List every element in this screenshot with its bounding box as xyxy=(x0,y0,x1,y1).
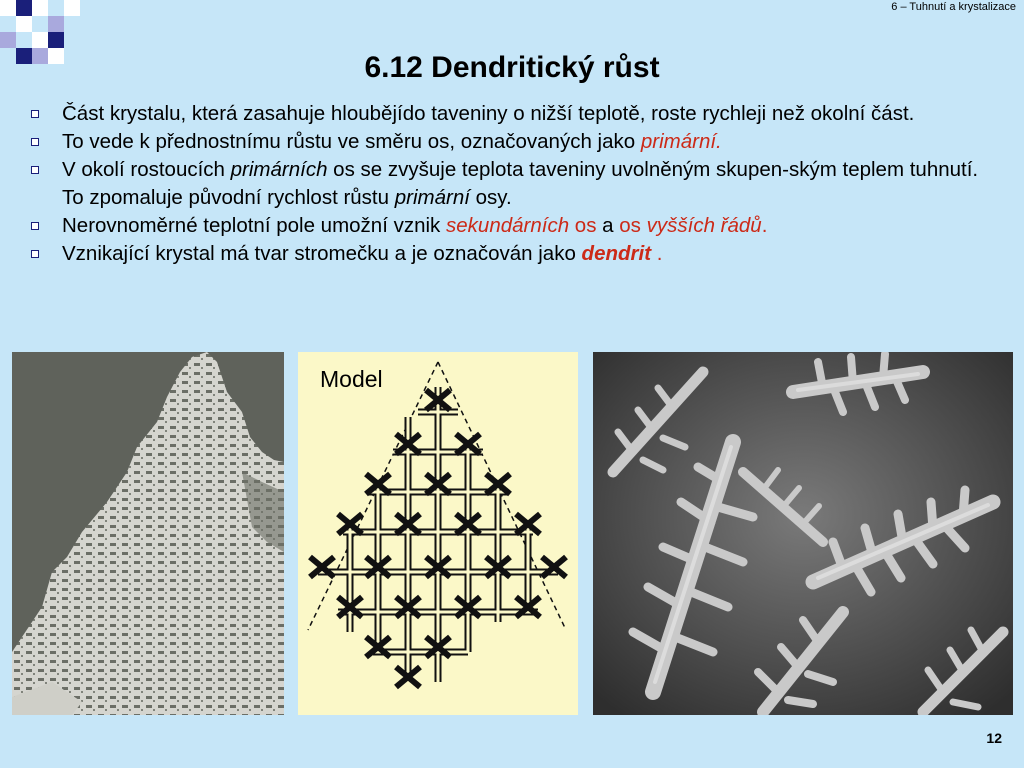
bullet-icon xyxy=(31,138,39,146)
deco-square xyxy=(64,0,80,16)
term-primary: primární xyxy=(394,186,470,209)
slide-title: 6.12 Dendritický růst xyxy=(364,51,660,84)
dendrite-photo-left xyxy=(12,352,284,715)
bullet-icon xyxy=(31,166,39,174)
bullet-text: os se zvyšuje teplota taveniny uvolněným skupen-ským teplem tuhnutí. To zpomaluje původní rychlost růstu xyxy=(62,158,979,209)
dendrite-photo-left-image xyxy=(12,352,284,715)
deco-square xyxy=(48,16,64,32)
term-primary: primární. xyxy=(640,130,722,153)
bullet-icon xyxy=(31,110,39,118)
bullet-text: Nerovnoměrné teplotní pole umožní vznik xyxy=(62,214,447,237)
bullet-text: V okolí rostoucích xyxy=(62,158,231,181)
bullet-list xyxy=(28,100,1003,268)
model-label: Model xyxy=(320,366,383,392)
bullet-text: . xyxy=(761,214,768,237)
dendrite-model xyxy=(298,352,578,715)
term-axes: os xyxy=(619,214,647,237)
bullet-item xyxy=(28,156,1003,212)
page-number: 12 xyxy=(986,730,1002,746)
deco-square xyxy=(48,32,64,48)
bullet-text: To vede k přednostnímu růstu ve směru os, označovaných jako xyxy=(62,130,641,153)
bullet-item xyxy=(28,100,1003,128)
bullet-text: osy. xyxy=(469,186,512,209)
bullet-icon xyxy=(31,222,39,230)
deco-square xyxy=(16,16,32,32)
dendrite-photo-right xyxy=(593,352,1013,715)
term-primary-plural: primárních xyxy=(230,158,328,181)
dendrite-model-diagram xyxy=(298,352,578,715)
bullet-item xyxy=(28,212,1003,240)
deco-square xyxy=(32,0,48,16)
term-axes: os xyxy=(569,214,597,237)
bullet-text: . xyxy=(651,242,663,265)
deco-square xyxy=(32,32,48,48)
bullet-item xyxy=(28,240,1003,268)
dendrite-photo-right-image xyxy=(593,352,1013,715)
term-dendrit: dendrit xyxy=(581,242,652,265)
deco-square xyxy=(0,0,16,16)
bullet-item xyxy=(28,128,1003,156)
term-secondary: sekundárních xyxy=(446,214,570,237)
bullet-text: Část krystalu, která zasahuje hloubějído taveniny o nižší teplotě, roste rychleji než okolní část. xyxy=(62,102,915,125)
bullet-text: a xyxy=(596,214,620,237)
deco-square xyxy=(16,0,32,16)
term-higher-orders: vyšších řádů xyxy=(646,214,762,237)
bullet-icon xyxy=(31,250,39,258)
section-header: 6 – Tuhnutí a krystalizace xyxy=(891,1,1016,13)
deco-square xyxy=(0,32,16,48)
bullet-text: Vznikající krystal má tvar stromečku a je označován jako xyxy=(62,242,582,265)
